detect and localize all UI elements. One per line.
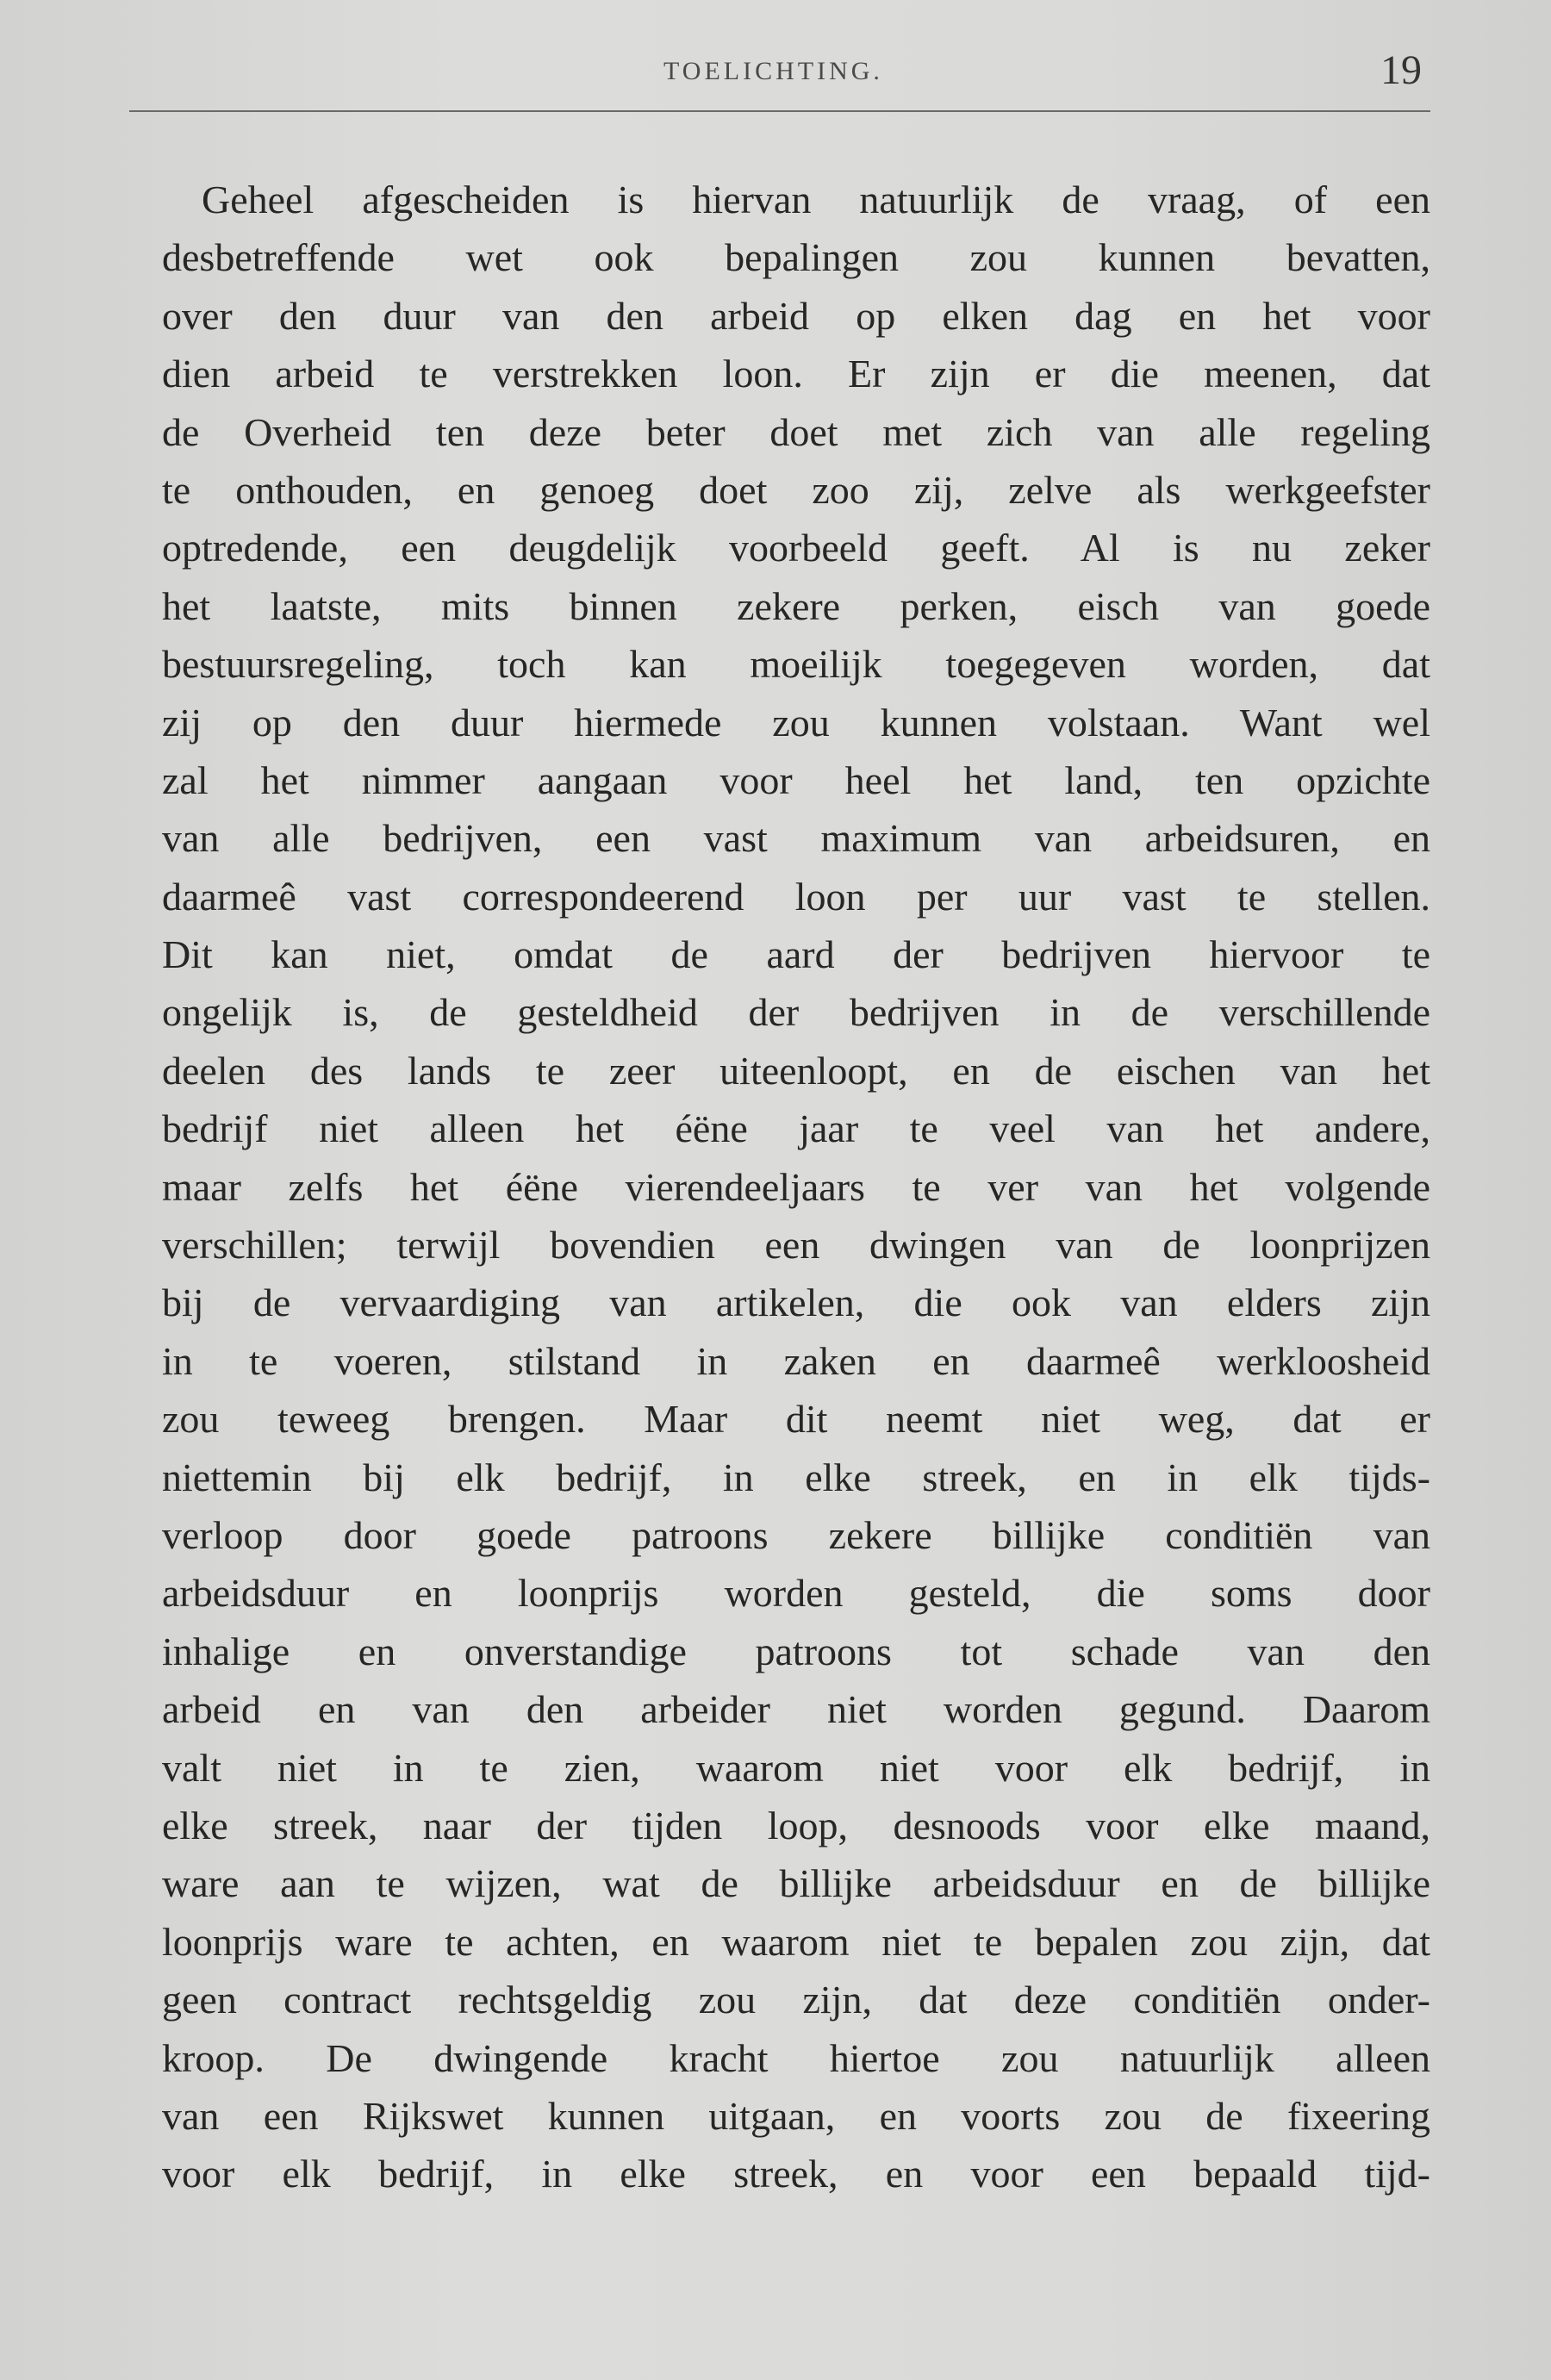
text-line: over den duur van den arbeid op elken dag en het voor: [162, 293, 1430, 338]
text-line: dien arbeid te verstrekken loon. Er zijn er die meenen, dat: [162, 352, 1430, 396]
text-line: optredende, een deugdelijk voorbeeld geeft. Al is nu zeker: [162, 526, 1430, 570]
text-line: daarmeê vast correspondeerend loon per uur vast te stellen.: [162, 874, 1430, 919]
text-line: ware aan te wijzen, wat de billijke arbeidsduur en de billijke: [162, 1861, 1430, 1906]
text-line: van een Rijkswet kunnen uitgaan, en voorts zou de fixeering: [162, 2093, 1430, 2138]
text-line: inhalige en onverstandige patroons tot schade van den: [162, 1629, 1430, 1673]
running-title: TOELICHTING.: [663, 57, 883, 85]
text-line: geen contract rechtsgeldig zou zijn, dat deze conditiën onder-: [162, 1978, 1430, 2022]
text-line: verschillen; terwijl bovendien een dwingen van de loonprijzen: [162, 1223, 1430, 1268]
text-line: arbeidsduur en loonprijs worden gesteld, die soms door: [162, 1571, 1430, 1616]
text-line: elke streek, naar der tijden loop, desnoods voor elke maand,: [162, 1803, 1430, 1847]
text-line: valt niet in te zien, waarom niet voor elk bedrijf, in: [162, 1745, 1430, 1790]
text-line: verloop door goede patroons zekere billijke conditiën van: [162, 1512, 1430, 1557]
body-text: [162, 171, 1430, 2203]
text-line: loonprijs ware te achten, en waarom niet te bepalen zou zijn, dat: [162, 1919, 1430, 1964]
page-number: 19: [1380, 47, 1422, 93]
text-line: maar zelfs het éëne vierendeeljaars te ver van het volgende: [162, 1164, 1430, 1209]
text-line: bestuursregeling, toch kan moeilijk toegegeven worden, dat: [162, 642, 1430, 687]
text-line: Geheel afgescheiden is hiervan natuurlijk de vraag, of een: [202, 178, 1430, 221]
text-line: van alle bedrijven, een vast maximum van arbeidsuren, en: [162, 816, 1430, 861]
text-line: te onthouden, en genoeg doet zoo zij, zelve als werkgeefster: [162, 467, 1430, 512]
text-line: ongelijk is, de gesteldheid der bedrijven in de verschillende: [162, 990, 1430, 1035]
text-line: zij op den duur hiermede zou kunnen volstaan. Want wel: [162, 700, 1430, 745]
text-line: bedrijf niet alleen het éëne jaar te veel van het andere,: [162, 1106, 1430, 1151]
text-line: in te voeren, stilstand in zaken en daarmeê werkloosheid: [162, 1338, 1430, 1383]
text-line: niettemin bij elk bedrijf, in elke streek, en in elk tijds-: [162, 1455, 1430, 1499]
text-line: zou teweeg brengen. Maar dit neemt niet weg, dat er: [162, 1397, 1430, 1442]
text-line: desbetreffende wet ook bepalingen zou kunnen bevatten,: [162, 235, 1430, 280]
text-line: kroop. De dwingende kracht hiertoe zou natuurlijk alleen: [162, 2035, 1430, 2080]
text-line: arbeid en van den arbeider niet worden gegund. Daarom: [162, 1687, 1430, 1732]
text-line: het laatste, mits binnen zekere perken, eisch van goede: [162, 583, 1430, 628]
text-line: Dit kan niet, omdat de aard der bedrijven hiervoor te: [162, 932, 1430, 977]
text-line: zal het nimmer aangaan voor heel het land, ten opzichte: [162, 757, 1430, 802]
text-line: bij de vervaardiging van artikelen, die ook van elders zijn: [162, 1280, 1430, 1325]
text-line: de Overheid ten deze beter doet met zich van alle regeling: [162, 409, 1430, 454]
header-rule: [129, 110, 1430, 112]
text-line: voor elk bedrijf, in elke streek, en voor een bepaald tijd-: [162, 2152, 1430, 2196]
text-line: deelen des lands te zeer uiteenloopt, en de eischen van het: [162, 1048, 1430, 1093]
